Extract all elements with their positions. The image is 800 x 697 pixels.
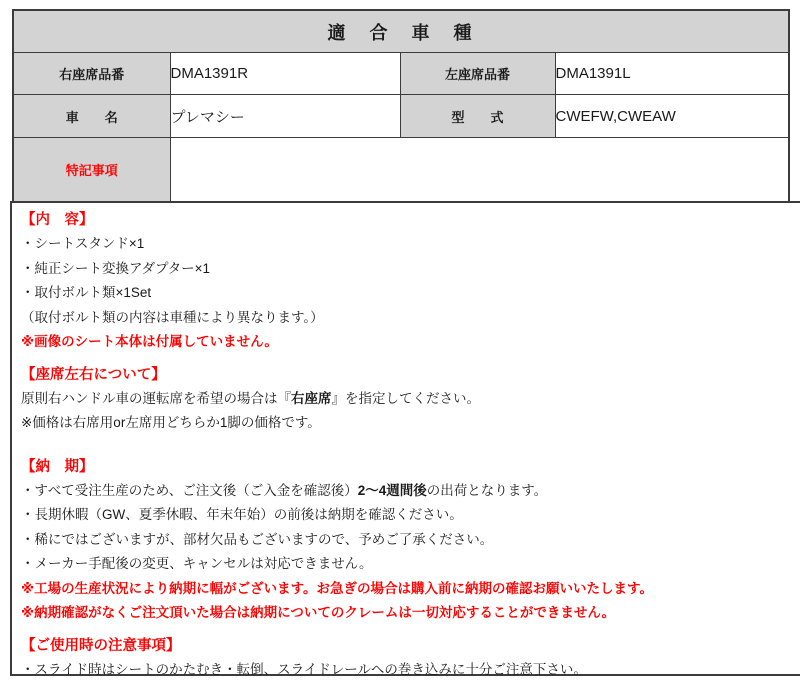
- right-seat-part-label: 右座席品番: [13, 53, 170, 95]
- contents-warning: ※画像のシート本体は付属していません。: [21, 334, 278, 349]
- contents-item: ・シートスタンド×1: [21, 236, 145, 251]
- delivery-item: ・長期休暇（GW、夏季休暇、年末年始）の前後は納期を確認ください。: [21, 507, 463, 522]
- delivery-item: [21, 479, 796, 504]
- section-usage-caution: [21, 634, 796, 683]
- fitment-table: [12, 9, 790, 203]
- seat-note-post: 』を指定してください。: [331, 390, 480, 406]
- contents-item: ・取付ボルト類×1Set: [21, 285, 152, 300]
- section-contents-heading: 【内 容】: [21, 212, 94, 228]
- delivery-item: ・稀にではございますが、部材欠品もございますので、予めご了承ください。: [21, 531, 494, 547]
- model-code-label: 型 式: [400, 95, 555, 138]
- seat-price-note: ※価格は右席用or左席用どちらか1脚の価格です。: [21, 415, 321, 430]
- delivery-lead-post: の出荷となります。: [426, 482, 548, 498]
- delivery-item: ・メーカー手配後の変更、キャンセルは対応できません。: [21, 556, 373, 571]
- section-usage-caution-heading: 【ご使用時の注意事項】: [21, 637, 181, 654]
- section-delivery: [21, 455, 796, 626]
- car-name-value: プレマシー: [170, 95, 400, 138]
- section-contents: [21, 208, 796, 355]
- special-notes-label: 特記事項: [13, 138, 170, 203]
- car-name-label: 車 名: [13, 95, 170, 138]
- fitment-table-title: 適 合 車 種: [13, 10, 789, 53]
- seat-note-bold: 右座席: [291, 390, 332, 406]
- section-delivery-heading: 【納 期】: [21, 458, 94, 475]
- right-seat-part-value: DMA1391R: [170, 53, 400, 95]
- left-seat-part-value: DMA1391L: [555, 53, 789, 95]
- section-seat-left-right: [21, 363, 796, 436]
- delivery-lead-bold: 2～4週間後: [357, 482, 427, 498]
- seat-note-pre: 原則右ハンドル車の運転席を希望の場合は『: [21, 390, 291, 406]
- description-box: [10, 201, 800, 676]
- left-seat-part-label: 左座席品番: [400, 53, 555, 95]
- delivery-warning: ※納期確認がなくご注文頂いた場合は納期についてのクレームは一切対応することができません。: [21, 605, 616, 620]
- contents-item-note: （取付ボルト類の内容は車種により異なります。）: [21, 309, 324, 325]
- model-code-value: CWEFW,CWEAW: [555, 95, 789, 138]
- delivery-lead-pre: ・すべて受注生産のため、ご注文後（ご入金を確認後）: [21, 482, 358, 498]
- usage-caution-item: ・スライド時はシートのかたむき・転倒、スライドレールへの巻き込みに十分ご注意下さい。: [21, 661, 587, 677]
- contents-item: ・純正シート変換アダプター×1: [21, 260, 211, 276]
- section-seat-left-right-heading: 【座席左右について】: [21, 366, 166, 383]
- special-notes-value: [170, 138, 789, 203]
- delivery-warning: ※工場の生産状況により納期に幅がございます。お急ぎの場合は購入前に納期の確認お願いいたします。: [21, 580, 653, 596]
- seat-left-right-note: [21, 387, 796, 412]
